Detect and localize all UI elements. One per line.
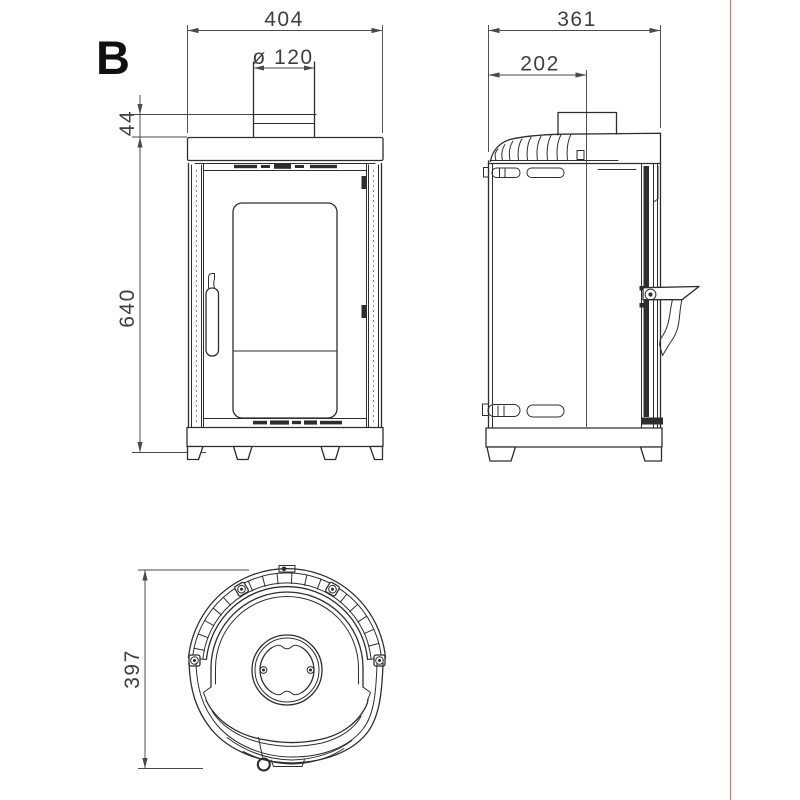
- side-view: [483, 8, 700, 461]
- back-panel-slots: [483, 168, 565, 418]
- dim-body-height-label: 640: [116, 288, 139, 328]
- top-vent-slots: [204, 164, 366, 171]
- stove-body-side: [483, 133, 700, 428]
- handle-lever-side: [643, 287, 699, 356]
- door-hinge-top: [362, 176, 367, 189]
- dim-collar-height-label: 44: [116, 109, 139, 137]
- ribbed-ring-top: [189, 566, 386, 667]
- dim-flue-center-offset-label: 202: [520, 52, 560, 76]
- screw-boss: [189, 655, 200, 666]
- dim-overall-depth-top: [121, 570, 249, 769]
- door-glass: [233, 203, 337, 418]
- screw-boss: [325, 582, 340, 597]
- door-hinge-bottom: [362, 305, 367, 318]
- dim-overall-depth-side-label: 361: [557, 8, 597, 31]
- stove-body-front: [189, 164, 382, 428]
- screw-boss: [234, 582, 249, 597]
- door-handle-front: [206, 274, 219, 357]
- top-view: [121, 566, 386, 771]
- dim-overall-depth-side: [489, 8, 661, 152]
- dim-collar-height: [116, 95, 252, 158]
- dim-flue-diameter: [252, 46, 314, 71]
- front-view: [116, 8, 383, 460]
- section-label: B: [96, 31, 130, 84]
- top-plate-front: [188, 138, 384, 161]
- flue-collar-top: [252, 635, 322, 705]
- dim-overall-width-label: 404: [264, 8, 304, 31]
- dim-flue-center-offset: [489, 53, 587, 428]
- base-plinth-front: [187, 428, 383, 460]
- base-plinth-side: [486, 428, 662, 461]
- dim-body-height: [116, 138, 206, 453]
- dim-flue-diameter-label: ø 120: [252, 46, 314, 69]
- bottom-vent-slots: [204, 419, 366, 425]
- ribbed-top-side: [489, 133, 661, 163]
- flue-pipe-front: [252, 62, 316, 138]
- dim-overall-depth-top-label: 397: [121, 649, 144, 689]
- flue-pipe-side: [558, 113, 617, 136]
